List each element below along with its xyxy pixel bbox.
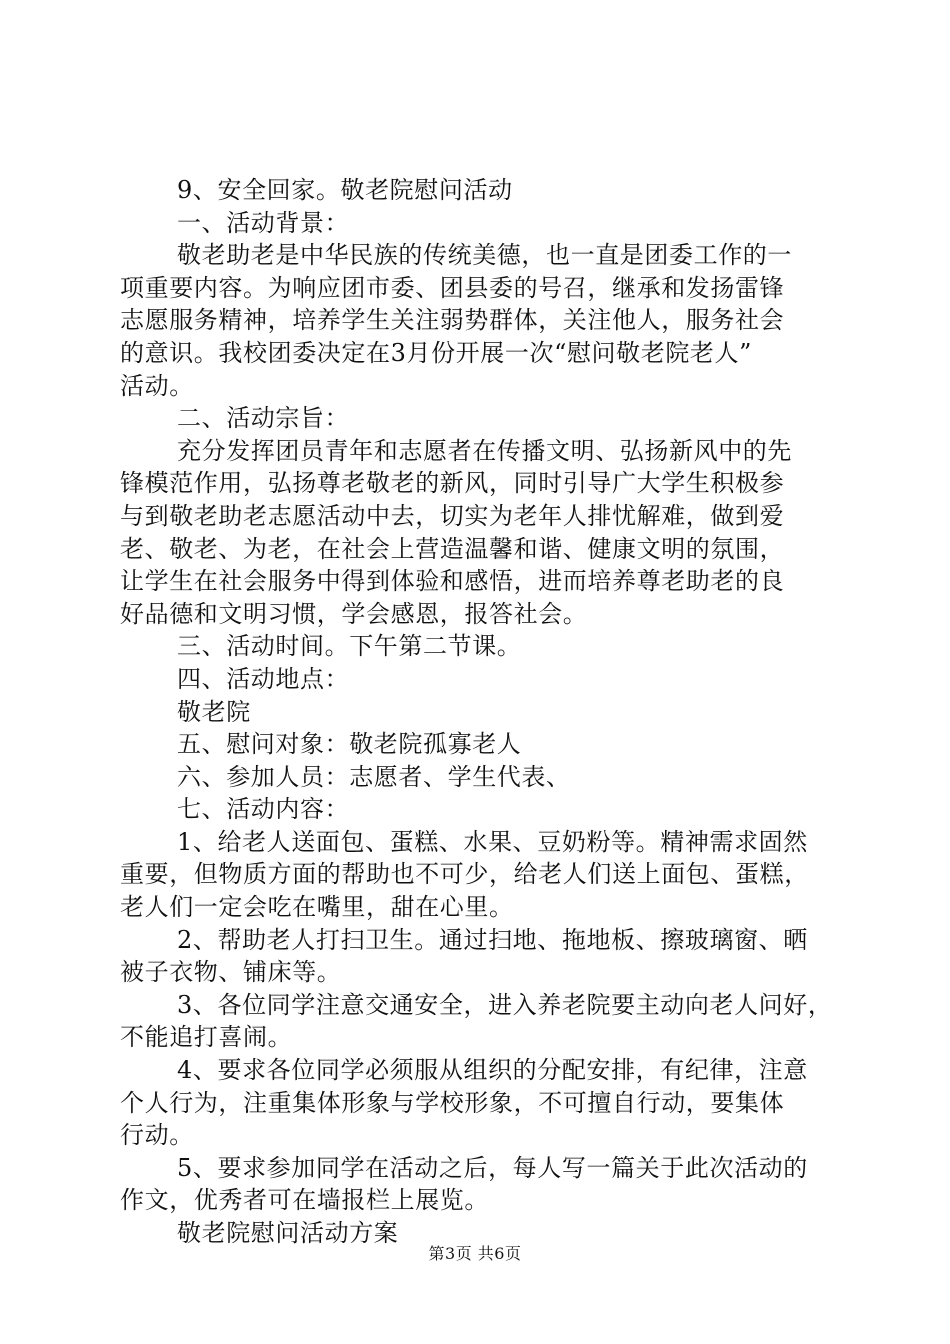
- text-line: 敬老院慰问活动方案: [177, 1219, 399, 1247]
- text-line: 锋模范作用，弘扬尊老敬老的新风，同时引导广大学生积极参: [120, 469, 785, 498]
- text-line: 活动。: [120, 371, 194, 400]
- text-line: 老人们一定会吃在嘴里，甜在心里。: [120, 893, 514, 922]
- text-line: 三、活动时间。下午第二节课。: [177, 632, 522, 661]
- document-body: [120, 174, 840, 1250]
- text-line: 敬老助老是中华民族的传统美德，也一直是团委工作的一: [177, 241, 792, 270]
- text-line: 行动。: [120, 1121, 194, 1150]
- text-line: 四、活动地点：: [177, 664, 350, 693]
- text-line: 志愿服务精神，培养学生关注弱势群体，关注他人，服务社会: [120, 306, 785, 335]
- text-line: 六、参加人员：志愿者、学生代表、: [177, 762, 571, 791]
- text-line: 一、活动背景：: [177, 208, 350, 237]
- text-line: 充分发挥团员青年和志愿者在传播文明、弘扬新风中的先: [177, 436, 792, 465]
- text-line: 好品德和文明习惯，学会感恩，报答社会。: [120, 599, 588, 628]
- text-line: 项重要内容。为响应团市委、团县委的号召，继承和发扬雷锋: [120, 273, 785, 302]
- text-line: 4、要求各位同学必须服从组织的分配安排，有纪律，注意: [177, 1056, 808, 1085]
- text-line: 被子衣物、铺床等。: [120, 958, 342, 987]
- text-line: 9、安全回家。敬老院慰问活动: [177, 176, 513, 204]
- text-line: 敬老院: [177, 697, 251, 726]
- text-line: 作文，优秀者可在墙报栏上展览。: [120, 1186, 489, 1215]
- text-line: 七、活动内容：: [177, 795, 350, 824]
- text-line: 3、各位同学注意交通安全，进入养老院要主动向老人问好，: [177, 990, 833, 1019]
- text-line: 个人行为，注重集体形象与学校形象，不可擅自行动，要集体: [120, 1088, 785, 1117]
- text-line: 让学生在社会服务中得到体验和感悟，进而培养尊老助老的良: [120, 567, 785, 596]
- text-line: 老、敬老、为老，在社会上营造温馨和谐、健康文明的氛围，: [120, 534, 785, 563]
- text-line: 不能追打喜闹。: [120, 1023, 293, 1052]
- text-line: 与到敬老助老志愿活动中去，切实为老年人排忧解难，做到爱: [120, 501, 785, 530]
- text-line: 1、给老人送面包、蛋糕、水果、豆奶粉等。精神需求固然: [177, 827, 808, 856]
- text-line: 5、要求参加同学在活动之后，每人写一篇关于此次活动的: [177, 1153, 808, 1182]
- text-line: 的意识。我校团委决定在3月份开展一次“慰问敬老院老人”: [120, 338, 753, 367]
- text-line: 五、慰问对象：敬老院孤寡老人: [177, 730, 522, 759]
- text-line: 二、活动宗旨：: [177, 404, 350, 433]
- page-number-footer: 第3页 共6页: [428, 1244, 522, 1263]
- text-line: 重要，但物质方面的帮助也不可少，给老人们送上面包、蛋糕，: [120, 860, 809, 889]
- text-line: 2、帮助老人打扫卫生。通过扫地、拖地板、擦玻璃窗、晒: [177, 925, 808, 954]
